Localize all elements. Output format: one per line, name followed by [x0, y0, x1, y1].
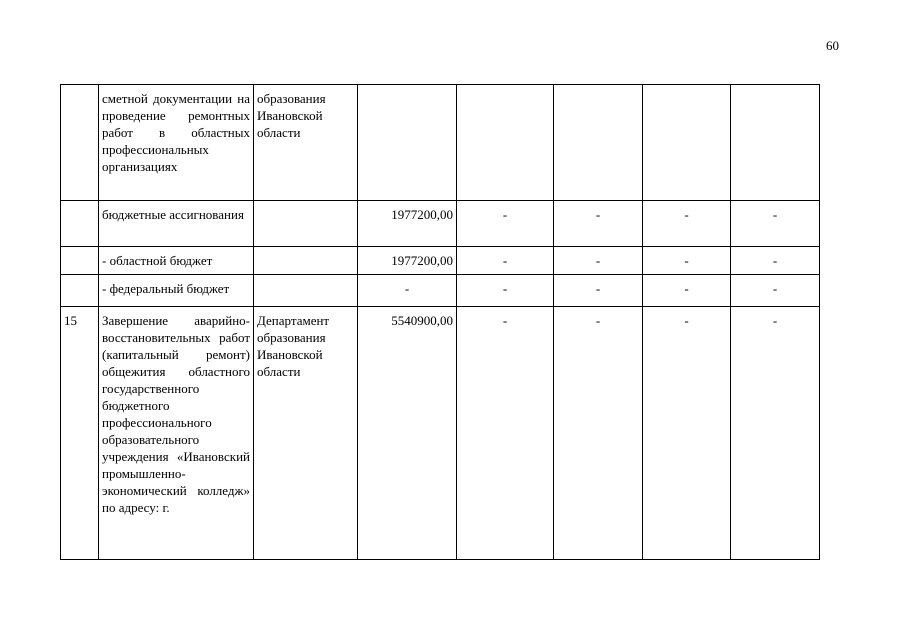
- amount-cell: 1977200,00: [358, 247, 457, 275]
- row-number-cell: [61, 247, 99, 275]
- executor-cell: [254, 247, 358, 275]
- year-cell-2: [554, 85, 643, 201]
- year-cell-4: [731, 85, 820, 201]
- description-cell: - федеральный бюджет: [99, 275, 254, 307]
- row-number-cell: [61, 275, 99, 307]
- executor-cell: [254, 275, 358, 307]
- row-number-cell: 15: [61, 307, 99, 560]
- year-cell-1: -: [457, 247, 554, 275]
- amount-cell: 1977200,00: [358, 201, 457, 247]
- executor-cell: образования Ивановской области: [254, 85, 358, 201]
- year-cell-2: -: [554, 307, 643, 560]
- year-cell-1: -: [457, 275, 554, 307]
- year-cell-2: -: [554, 275, 643, 307]
- year-cell-3: -: [643, 307, 731, 560]
- page-number: 60: [826, 38, 839, 53]
- description-cell: сметной документации на проведение ремонтных работ в областных профессиональных организациях: [99, 85, 254, 201]
- year-cell-2: -: [554, 201, 643, 247]
- executor-cell: [254, 201, 358, 247]
- year-cell-4: -: [731, 307, 820, 560]
- table-row: [61, 85, 820, 201]
- table-row: [61, 201, 820, 247]
- year-cell-2: -: [554, 247, 643, 275]
- description-cell: Завершение аварийно-восстановительных работ (капитальный ремонт) общежития областного государственного бюджетного профессионального образовательного учреждения «Ивановский промышленно-экономический колледж» по адресу: г.: [99, 307, 254, 560]
- executor-cell: Департамент образования Ивановской области: [254, 307, 358, 560]
- amount-cell: [358, 85, 457, 201]
- year-cell-3: -: [643, 247, 731, 275]
- table-row: [61, 275, 820, 307]
- year-cell-3: [643, 85, 731, 201]
- row-number-cell: [61, 201, 99, 247]
- amount-cell: 5540900,00: [358, 307, 457, 560]
- year-cell-1: -: [457, 307, 554, 560]
- table-row: [61, 247, 820, 275]
- year-cell-4: -: [731, 201, 820, 247]
- year-cell-4: -: [731, 247, 820, 275]
- description-cell: - областной бюджет: [99, 247, 254, 275]
- row-number-cell: [61, 85, 99, 201]
- year-cell-1: [457, 85, 554, 201]
- year-cell-4: -: [731, 275, 820, 307]
- year-cell-1: -: [457, 201, 554, 247]
- table-row: [61, 307, 820, 560]
- year-cell-3: -: [643, 275, 731, 307]
- year-cell-3: -: [643, 201, 731, 247]
- description-cell: бюджетные ассигнования: [99, 201, 254, 247]
- amount-cell: -: [358, 275, 457, 307]
- budget-table: [60, 84, 820, 560]
